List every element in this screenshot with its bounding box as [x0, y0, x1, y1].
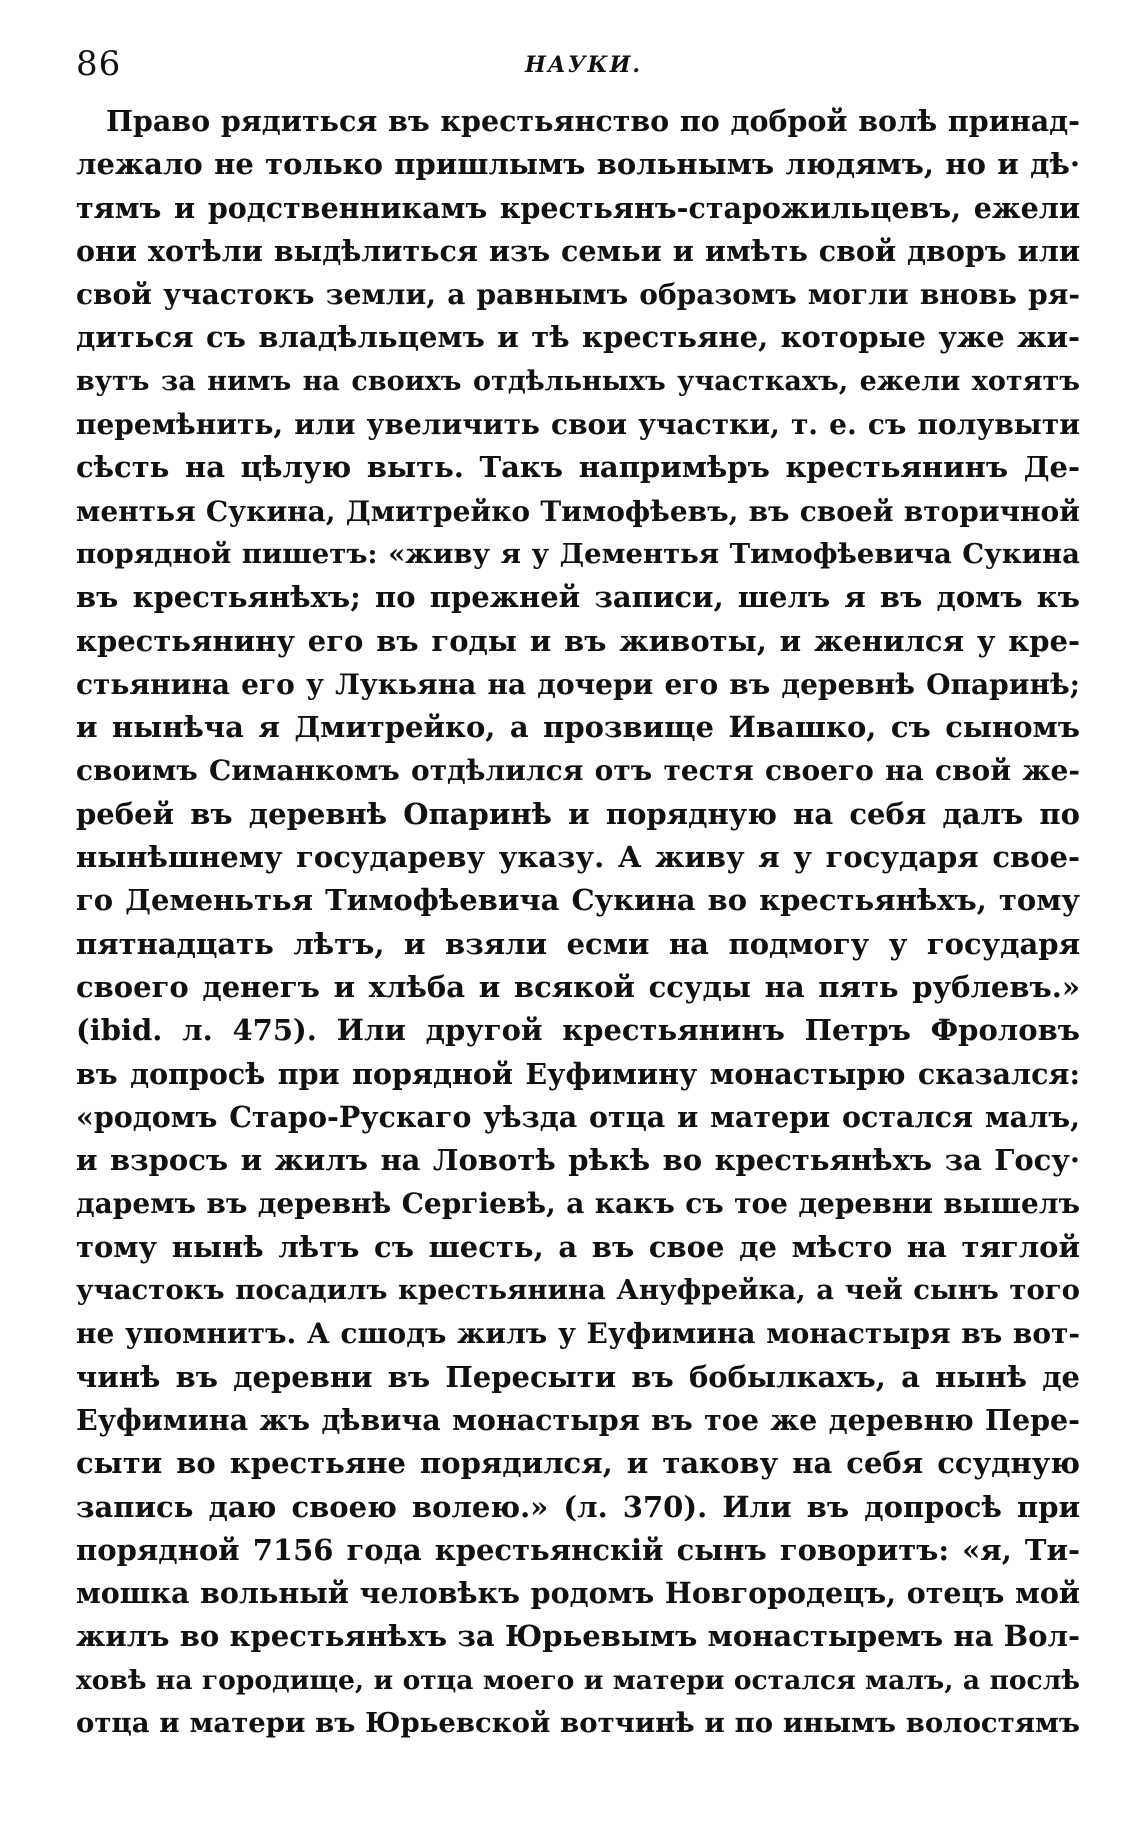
text-line: и нынѣча я Дмитрейко, а прозвище Ивашко, съ сыномъ: [76, 710, 1080, 745]
text-line: порядной 7156 года крестьянскій сынъ говоритъ: «я, Ти-: [76, 1532, 1080, 1567]
text-line: лежало не только пришлымъ вольнымъ людямъ, но и дѣ·: [76, 147, 1080, 182]
text-line: тому нынѣ лѣтъ съ шесть, а въ свое де мѣсто на тяглой: [76, 1229, 1080, 1264]
text-line: жилъ во крестьянѣхъ за Юрьевымъ монастыремъ на Вол-: [76, 1619, 1080, 1654]
text-line: они хотѣли выдѣлиться изъ семьи и имѣть свой дворъ или: [76, 233, 1080, 268]
text-line: ховѣ на городище, и отца моего и матери остался малъ, а послѣ: [76, 1664, 1080, 1696]
text-line: отца и матери въ Юрьевской вотчинѣ и по инымъ волостямъ: [76, 1706, 1080, 1739]
text-line: мошка вольный человѣкъ родомъ Новгородецъ, отецъ мой: [76, 1576, 1080, 1611]
text-line: тямъ и родственникамъ крестьянъ-старожильцевъ, ежели: [76, 190, 1080, 225]
page-number: 86: [76, 44, 122, 84]
text-line: свой участокъ земли, а равнымъ образомъ могли вновь ря-: [76, 278, 1080, 312]
running-head: НАУКИ.: [525, 52, 643, 78]
text-line: своего денегъ и хлѣба и всякой ссуды на пять рублевъ.»: [76, 969, 1080, 1004]
text-line: не упомнитъ. А сшодъ жилъ у Еуфимина монастыря въ вот-: [76, 1317, 1080, 1351]
text-line: диться съ владѣльцемъ и тѣ крестьяне, которые уже жи-: [76, 320, 1080, 355]
page-header: [70, 40, 1080, 90]
text-line: пятнадцать лѣтъ, и взяли есми на подмогу у государя: [76, 926, 1080, 961]
text-line: въ крестьянѣхъ; по прежней записи, шелъ я въ домъ къ: [76, 580, 1080, 615]
text-line: го Деменьтья Тимофѣевича Сукина во крестьянѣхъ, тому: [76, 883, 1080, 918]
text-line: крестьянину его въ годы и въ животы, и женился у кре-: [76, 623, 1080, 658]
text-line: нынѣшнему государеву указу. А живу я у государя свое-: [76, 840, 1080, 875]
text-line: и взросъ и жилъ на Ловотѣ рѣкѣ во крестьянѣхъ за Госу·: [76, 1143, 1080, 1178]
text-line: даремъ въ деревнѣ Сергіевѣ, а какъ съ тое деревни вышелъ: [76, 1187, 1080, 1221]
text-line: участокъ посадилъ крестьянина Ануфрейка, а чей сынъ того: [76, 1274, 1080, 1307]
text-line: своимъ Симанкомъ отдѣлился отъ тестя своего на свой же-: [76, 754, 1080, 788]
body-text: [76, 100, 1080, 1745]
text-line: чинѣ въ деревни въ Пересыти въ бобылкахъ, а нынѣ де: [76, 1359, 1080, 1394]
text-line: ребей въ деревнѣ Опаринѣ и порядную на себя далъ по: [76, 796, 1080, 831]
text-line: вутъ за нимъ на своихъ отдѣльныхъ участкахъ, ежели хотятъ: [76, 365, 1080, 397]
text-line: Еуфимина жъ дѣвича монастыря въ тое же деревню Пере-: [76, 1402, 1080, 1437]
text-line: «родомъ Старо-Рускаго уѣзда отца и матери остался малъ,: [76, 1099, 1080, 1134]
text-line: запись даю своею волею.» (л. 370). Или въ допросѣ при: [76, 1489, 1080, 1524]
text-line: сыти во крестьяне порядился, и такову на себя ссудную: [76, 1446, 1080, 1481]
text-line: порядной пишетъ: «живу я у Дементья Тимофѣевича Сукина: [76, 537, 1080, 570]
text-line: перемѣнить, или увеличить свои участки, т. е. съ полувыти: [76, 408, 1080, 442]
text-line: сѣсть на цѣлую выть. Такъ напримѣръ крестьянинъ Де-: [76, 450, 1080, 485]
text-line: (ibid. л. 475). Или другой крестьянинъ Петръ Фроловъ: [76, 1013, 1080, 1048]
text-line: въ допросѣ при порядной Еуфимину монастырю сказался:: [76, 1056, 1080, 1091]
text-line: стьянина его у Лукьяна на дочери его въ деревнѣ Опаринѣ;: [76, 667, 1080, 701]
text-line: ментья Сукина, Дмитрейко Тимофѣевъ, въ своей вторичной: [76, 494, 1080, 528]
text-line: Право рядиться въ крестьянство по доброй волѣ принад-: [106, 104, 1080, 138]
